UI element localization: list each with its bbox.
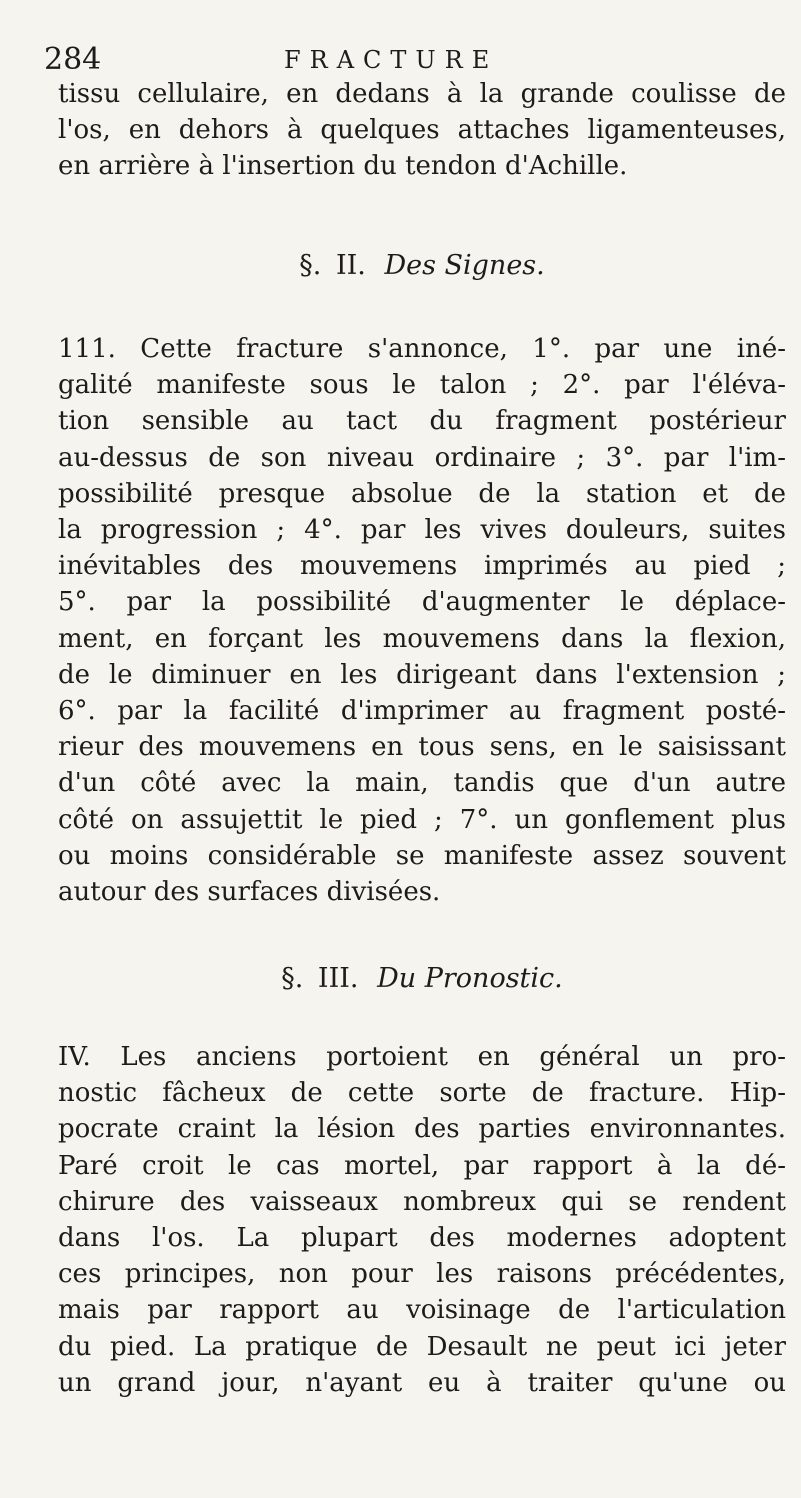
- text-line: chirure des vaisseaux nombreux qui se rendent: [58, 1186, 786, 1217]
- section-title: Du Pronostic.: [377, 963, 563, 994]
- text-line: nostic fâcheux de cette sorte de fracture. Hip-: [58, 1078, 786, 1109]
- text-line: tion sensible au tact du fragment postérieur: [58, 406, 786, 437]
- text-line: rieur des mouvemens en tous sens, en le saisissant: [58, 732, 786, 763]
- text-line: en arrière à l'insertion du tendon d'Achille.: [58, 151, 628, 182]
- text-line: un grand jour, n'ayant eu à traiter qu'une ou: [58, 1367, 786, 1398]
- text-line: l'os, en dehors à quelques attaches ligamenteuses,: [58, 115, 786, 146]
- text-line: ment, en forçant les mouvemens dans la flexion,: [58, 623, 786, 654]
- text-line: ces principes, non pour les raisons précédentes,: [58, 1259, 786, 1290]
- text-line: dans l'os. La plupart des modernes adoptent: [58, 1223, 786, 1254]
- text-line: IV. Les anciens portoient en général un pro-: [58, 1042, 786, 1072]
- text-line: tissu cellulaire, en dedans à la grande coulisse de: [58, 79, 786, 109]
- page-header: [44, 40, 764, 80]
- section-sign: §.: [281, 963, 304, 994]
- page-number: 284: [44, 42, 102, 77]
- text-line: 111. Cette fracture s'annonce, 1°. par une iné-: [58, 334, 786, 364]
- section-sign: §.: [299, 250, 322, 281]
- text-line: pocrate craint la lésion des parties environnantes.: [58, 1114, 786, 1145]
- text-line: Paré croit le cas mortel, par rapport à la dé-: [58, 1150, 786, 1181]
- section-heading-signes: [58, 250, 786, 281]
- text-line: du pied. La pratique de Desault ne peut ici jeter: [58, 1331, 786, 1362]
- text-line: 6°. par la facilité d'imprimer au fragment posté-: [58, 696, 786, 727]
- section-heading-pronostic: [58, 963, 786, 994]
- paragraph-111: [58, 331, 786, 910]
- text-line: 5°. par la possibilité d'augmenter le déplace-: [58, 587, 786, 618]
- text-line: la progression ; 4°. par les vives douleurs, suites: [58, 515, 786, 546]
- text-line: côté on assujettit le pied ; 7°. un gonflement plus: [58, 804, 786, 835]
- section-title: Des Signes.: [384, 250, 545, 281]
- text-line: possibilité presque absolue de la station et de: [58, 478, 786, 509]
- text-line: autour des surfaces divisées.: [58, 877, 441, 908]
- intro-paragraph: [58, 76, 786, 185]
- text-line: de le diminuer en les dirigeant dans l'extension ;: [58, 659, 786, 690]
- text-line: d'un côté avec la main, tandis que d'un autre: [58, 768, 786, 799]
- section-number: III.: [317, 963, 359, 994]
- text-line: galité manifeste sous le talon ; 2°. par l'éléva-: [58, 370, 786, 401]
- running-head: FRACTURE: [284, 46, 499, 74]
- text-line: inévitables des mouvemens imprimés au pied ;: [58, 551, 786, 582]
- text-line: au-dessus de son niveau ordinaire ; 3°. par l'im-: [58, 442, 786, 473]
- paragraph-iv: [58, 1039, 786, 1401]
- section-number: II.: [335, 250, 366, 281]
- text-line: ou moins considérable se manifeste assez souvent: [58, 840, 786, 871]
- text-line: mais par rapport au voisinage de l'articulation: [58, 1295, 786, 1326]
